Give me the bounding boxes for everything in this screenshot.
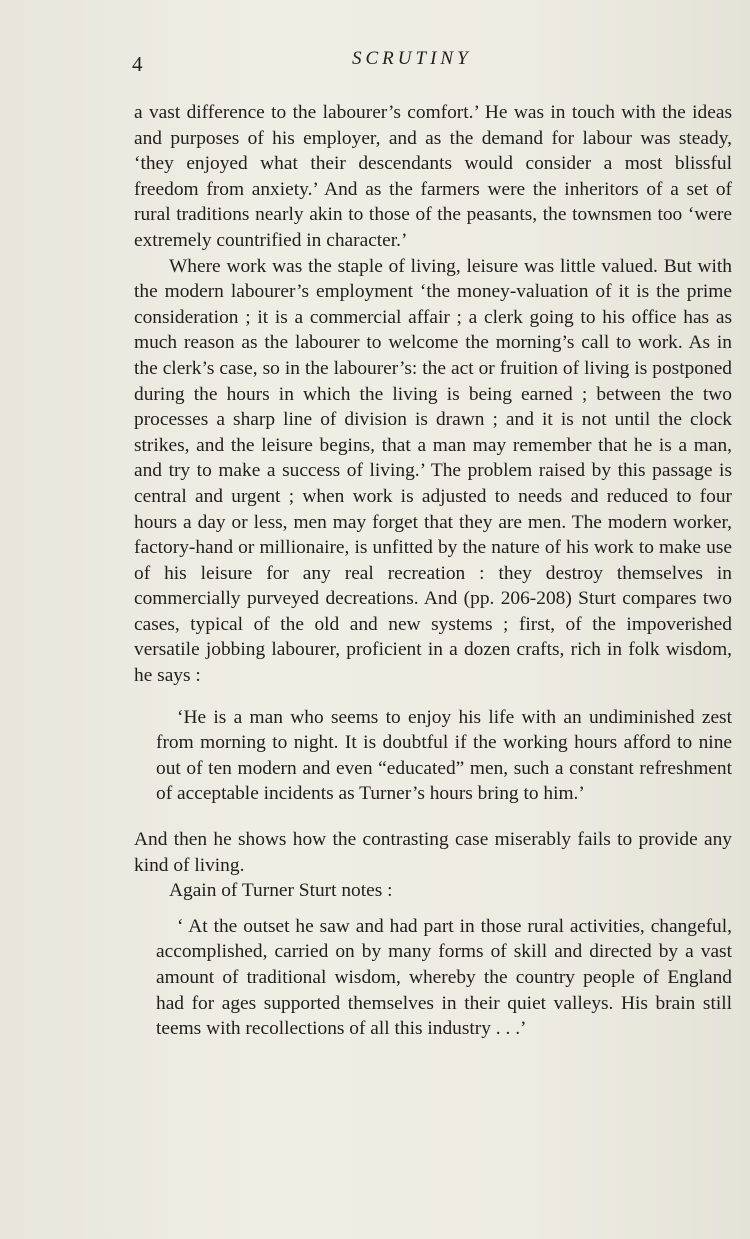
block-quote-turner-life: ‘He is a man who seems to enjoy his life with an undiminished zest from morning to night. It is doubtful if the working hours afford to nine out of ten modern and even “educated” men, such a constant refreshment of acceptable incidents as Turner’s hours bring to him.’ (156, 706, 732, 805)
page-number: 4 (132, 52, 143, 76)
body-text (134, 100, 732, 1056)
block-quote-rural-activities: ‘ At the outset he saw and had part in those rural activities, changeful, accomplished, carried on by many forms of skill and directed by a vast amount of traditional wisdom, whereby the country people of England had for ages supported themselves in their quiet valleys. His brain still teems with recollections of all this industry . . .’ (156, 915, 732, 1040)
running-head (0, 48, 750, 76)
paragraph-work-leisure: Where work was the staple of living, leisure was little valued. But with the modern labourer’s employment ‘the money-valuation of it is the prime consideration ; it is a commercial affair ; a clerk going to his office has as much reason as the labourer to welcome the morning’s call to work. As in the clerk’s case, so in the labourer’s: the act or fruition of living is postponed during the hours in which the living is being earned ; between the two processes a sharp line of division is drawn ; and it is not until the clock strikes, and the leisure begins, that a man may remember that he is a man, and try to make a success of living.’ The problem raised by this passage is central and urgent ; when work is adjusted to needs and reduced to four hours a day or less, men may forget that they are men. The modern worker, factory-hand or millionaire, is unfitted by the nature of his work to make use of his leisure for any real recreation : they destroy themselves in commercially purveyed decreations. And (pp. 206-208) Sturt compares two cases, typical of the old and new systems ; first, of the impoverished versatile jobbing labourer, proficient in a dozen crafts, rich in folk wisdom, he says : (134, 255, 732, 687)
paragraph-sturt-notes: Again of Turner Sturt notes : (169, 880, 393, 902)
running-title: SCRUTINY (352, 48, 472, 69)
paragraph-contrasting-case: And then he shows how the contrasting case miserably fails to provide any kind of living. (134, 829, 732, 876)
paragraph-continued: a vast difference to the labourer’s comfort.’ He was in touch with the ideas and purposes of his employer, and as the demand for labour was steady, ‘they enjoyed what their descendants would consider a most blissful freedom from anxiety.’ And as the farmers were the inheritors of a set of rural traditions nearly akin to those of the peasants, the townsmen too ‘were extremely countrified in character.’ (134, 102, 732, 251)
